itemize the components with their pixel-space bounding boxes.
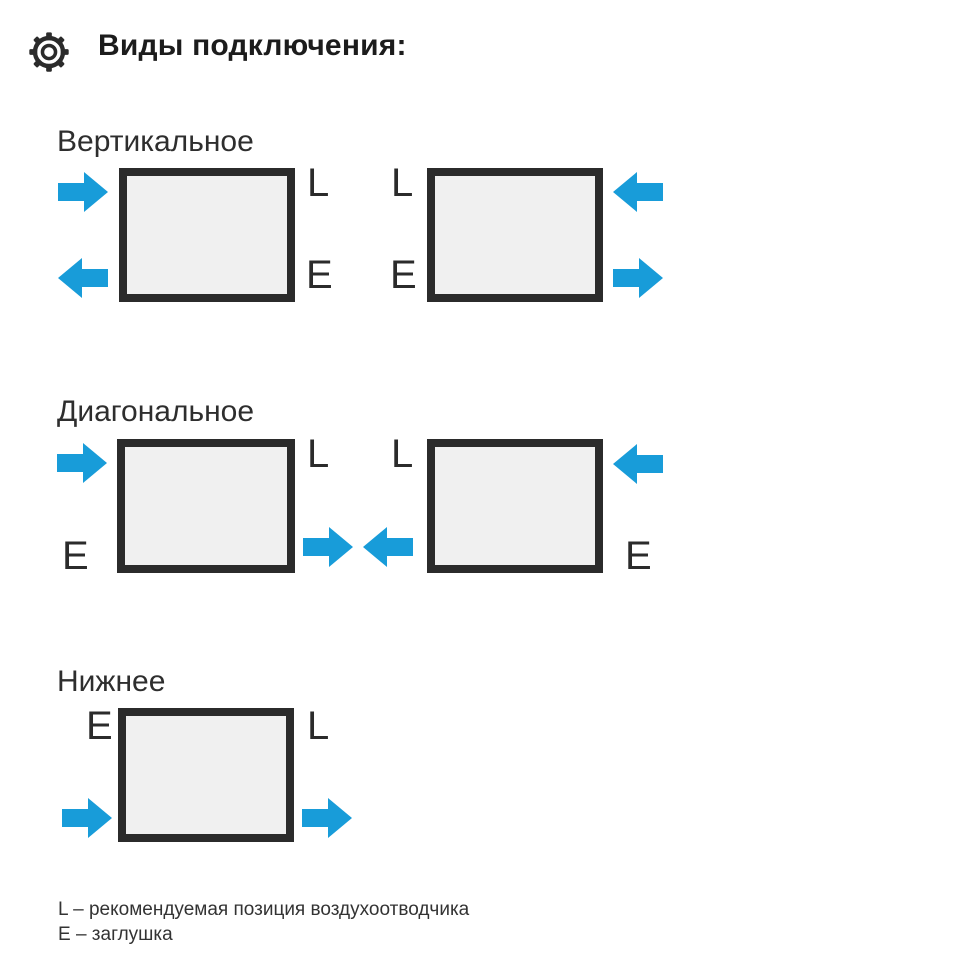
radiator-box [427, 168, 603, 302]
arrow-right-icon [613, 258, 663, 298]
port-label: E [306, 253, 333, 297]
legend-line-l: L – рекомендуемая позиция воздухоотводчика [58, 899, 470, 920]
port-label: L [391, 161, 414, 205]
port-label: E [62, 534, 89, 578]
port-label: L [391, 432, 414, 476]
arrow-right-icon [303, 527, 353, 567]
radiator-box [117, 439, 295, 573]
page-title: Виды подключения: [98, 29, 407, 62]
arrow-left-icon [613, 444, 663, 484]
radiator-box [119, 168, 295, 302]
arrow-right-icon [302, 798, 352, 838]
radiator-box [118, 708, 294, 842]
section-title-diagonal: Диагональное [57, 395, 255, 428]
gear-icon [28, 31, 70, 73]
arrow-left-icon [613, 172, 663, 212]
arrow-right-icon [57, 443, 107, 483]
arrow-right-icon [62, 798, 112, 838]
port-label: E [86, 704, 113, 748]
arrow-left-icon [363, 527, 413, 567]
section-title-vertical: Вертикальное [57, 125, 254, 158]
port-label: L [307, 432, 330, 476]
arrow-right-icon [58, 172, 108, 212]
radiator-box [427, 439, 603, 573]
legend-line-e: E – заглушка [58, 924, 173, 945]
port-label: E [625, 534, 652, 578]
port-label: L [307, 161, 330, 205]
section-title-bottom: Нижнее [57, 665, 166, 698]
port-label: L [307, 704, 330, 748]
arrow-left-icon [58, 258, 108, 298]
port-label: E [390, 253, 417, 297]
